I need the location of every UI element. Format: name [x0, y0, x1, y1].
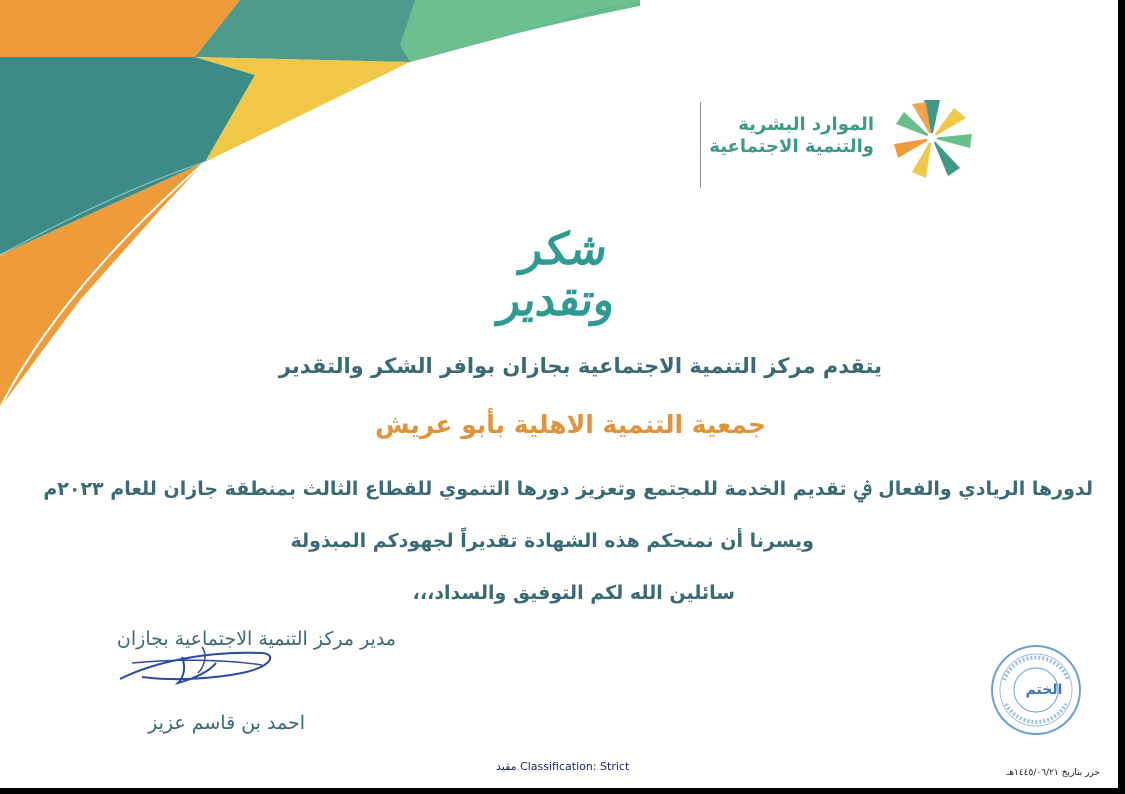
handwritten-signature: [112, 633, 282, 691]
ministry-logo: [700, 96, 990, 190]
certificate-body-line2: ويسرنا أن نمنحكم هذه الشهادة تقديراً لجهودكم المبذولة: [290, 530, 814, 552]
issue-date: حرر بتاريخ ١٤٤٥/٠٦/٢١هـ: [1006, 768, 1100, 778]
classification-english: Classification: Strict: [520, 760, 630, 773]
certificate-body-line1: لدورها الريادي والفعال ﰲ تقديم الخدمة للمجتمع وتعزيز دورها التنموي للقطاع الثالث بمنطقة جازان للعام ٢٠٢٣م: [43, 478, 1093, 500]
stamp-label: الختم: [1025, 682, 1063, 698]
signatory-title: مدير مركز التنمية الاجتماعية بجازان: [116, 628, 396, 650]
certificate-closing: سائلين الله لكم التوفيق والسداد،،،: [412, 582, 735, 604]
classification-label: [496, 760, 629, 773]
logo-name-line2: والتنمية الاجتماعية: [709, 136, 874, 157]
corner-decoration: [0, 0, 640, 410]
calligraphy-heading: [466, 214, 656, 326]
signatory-name: احمد بن قاسم عزيز: [148, 712, 305, 734]
ministry-star-icon: [882, 96, 986, 190]
certificate-intro: يتقدم مركز التنمية الاجتماعية بجازان بوافر الشكر والتقدير: [278, 354, 882, 378]
recipient-name: جمعية التنمية الاهلية بأبو عريش: [375, 410, 766, 439]
logo-divider: [700, 102, 701, 188]
logo-name-line1: الموارد البشرية: [738, 114, 874, 135]
calligraphy-heading-text: شكر وتقدير: [496, 224, 619, 326]
classification-arabic: مقيد: [496, 760, 517, 773]
